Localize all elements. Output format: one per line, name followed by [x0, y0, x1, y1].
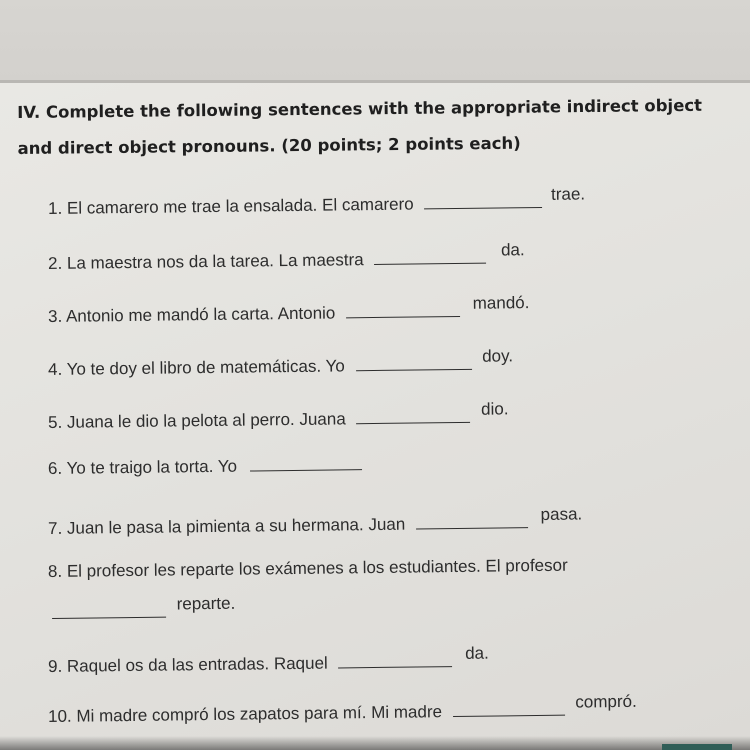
sentence-text: 10. Mi madre compró los zapatos para mí. Mi madre: [47, 702, 443, 726]
answer-blank[interactable]: [338, 652, 452, 668]
sentence-verb: dio.: [480, 399, 509, 419]
sentence-3: [48, 292, 530, 328]
sentence-4: [48, 345, 513, 381]
background-above-page: [0, 0, 750, 82]
answer-blank[interactable]: [453, 701, 565, 717]
sentence-text: 4. Yo te doy el libro de matemáticas. Yo: [47, 356, 345, 379]
sentence-verb: da.: [500, 240, 525, 260]
answer-blank[interactable]: [416, 513, 528, 529]
sentence-6: [48, 454, 367, 480]
sentence-text: 5. Juana le dio la pelota al perro. Juana: [47, 409, 346, 432]
answer-blank[interactable]: [355, 355, 471, 371]
sentence-5: [48, 398, 509, 434]
sentence-text: 1. El camarero me trae la ensalada. El camarero: [47, 194, 414, 218]
answer-blank[interactable]: [52, 603, 166, 619]
sentence-verb: doy.: [482, 346, 514, 366]
sentence-text: 2. La maestra nos da la tarea. La maestra: [47, 250, 364, 273]
bottom-shadow: [0, 736, 750, 750]
sentence-text: 7. Juan le pasa la pimienta a su hermana. Juan: [47, 514, 406, 538]
sentence-verb: da.: [465, 643, 489, 663]
answer-blank[interactable]: [356, 408, 470, 424]
sentence-text: 6. Yo te traigo la torta. Yo: [47, 456, 238, 478]
sentence-text: 8. El profesor les reparte los exámenes a los estudiantes. El profesor: [47, 555, 568, 581]
sentence-verb: pasa.: [540, 504, 583, 524]
section-heading: IV. Complete the following sentences with the appropriate indirect object and direct object pronouns. (20 points; 2 points each): [17, 95, 703, 158]
sentence-8-continued: [52, 593, 236, 625]
answer-blank[interactable]: [250, 455, 362, 471]
answer-blank[interactable]: [346, 302, 460, 318]
sentence-verb: reparte.: [176, 593, 236, 614]
sentence-9: [48, 643, 489, 678]
sentence-2: [48, 239, 525, 275]
sentence-verb: trae.: [550, 184, 586, 204]
answer-blank[interactable]: [424, 193, 542, 209]
sentence-text: 9. Raquel os da las entradas. Raquel: [47, 653, 328, 676]
bottom-edge-tab: [662, 744, 732, 750]
sentence-verb: compró.: [575, 691, 637, 712]
sentence-text: 3. Antonio me mandó la carta. Antonio: [47, 303, 336, 326]
answer-blank[interactable]: [374, 249, 486, 265]
sentence-verb: mandó.: [472, 293, 530, 313]
